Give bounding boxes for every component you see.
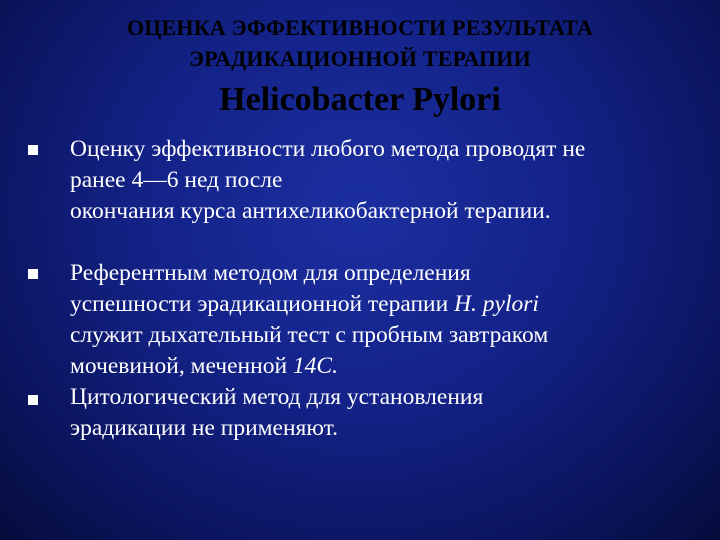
bullet-text-3	[70, 382, 710, 444]
bullet-2-line-1: Референтным методом для определения	[70, 260, 471, 286]
slide-title	[20, 12, 700, 74]
bullet-2-line-2	[70, 289, 710, 320]
bullet-2-italic-species: H. pylori	[454, 291, 539, 317]
bullet-1-line-2: ранее 4—6 нед после	[70, 167, 283, 193]
title-line-1: ОЦЕНКА ЭФФЕКТИВНОСТИ РЕЗУЛЬТАТА	[126, 15, 594, 40]
bullet-2-line-3: служит дыхательный тест с пробным завтраком	[70, 322, 549, 348]
bullet-2-line-4	[70, 351, 710, 382]
square-bullet-icon	[28, 395, 38, 405]
bullet-3-line-1: Цитологический метод для установления	[70, 384, 484, 410]
bullet-3-line-2: эрадикации не применяют.	[70, 415, 338, 441]
bullet-text-2	[70, 258, 710, 382]
square-bullet-icon	[28, 145, 38, 155]
bullet-2-line-4-text: мочевиной, меченной	[70, 353, 293, 379]
bullet-2-line-2-text: успешности эрадикационной терапии	[70, 291, 455, 317]
bullet-text-1	[70, 134, 710, 227]
slide-subtitle: Helicobacter Pylori	[219, 81, 501, 118]
square-bullet-icon	[28, 269, 38, 279]
bullet-1-line-1: Оценку эффективности любого метода проводят не	[70, 136, 586, 162]
title-line-2: ЭРАДИКАЦИОННОЙ ТЕРАПИИ	[189, 46, 531, 71]
bullet-2-italic-isotope: 14C.	[292, 353, 338, 379]
bullet-1-line-3: окончания курса антихеликобактерной терапии.	[70, 198, 551, 224]
